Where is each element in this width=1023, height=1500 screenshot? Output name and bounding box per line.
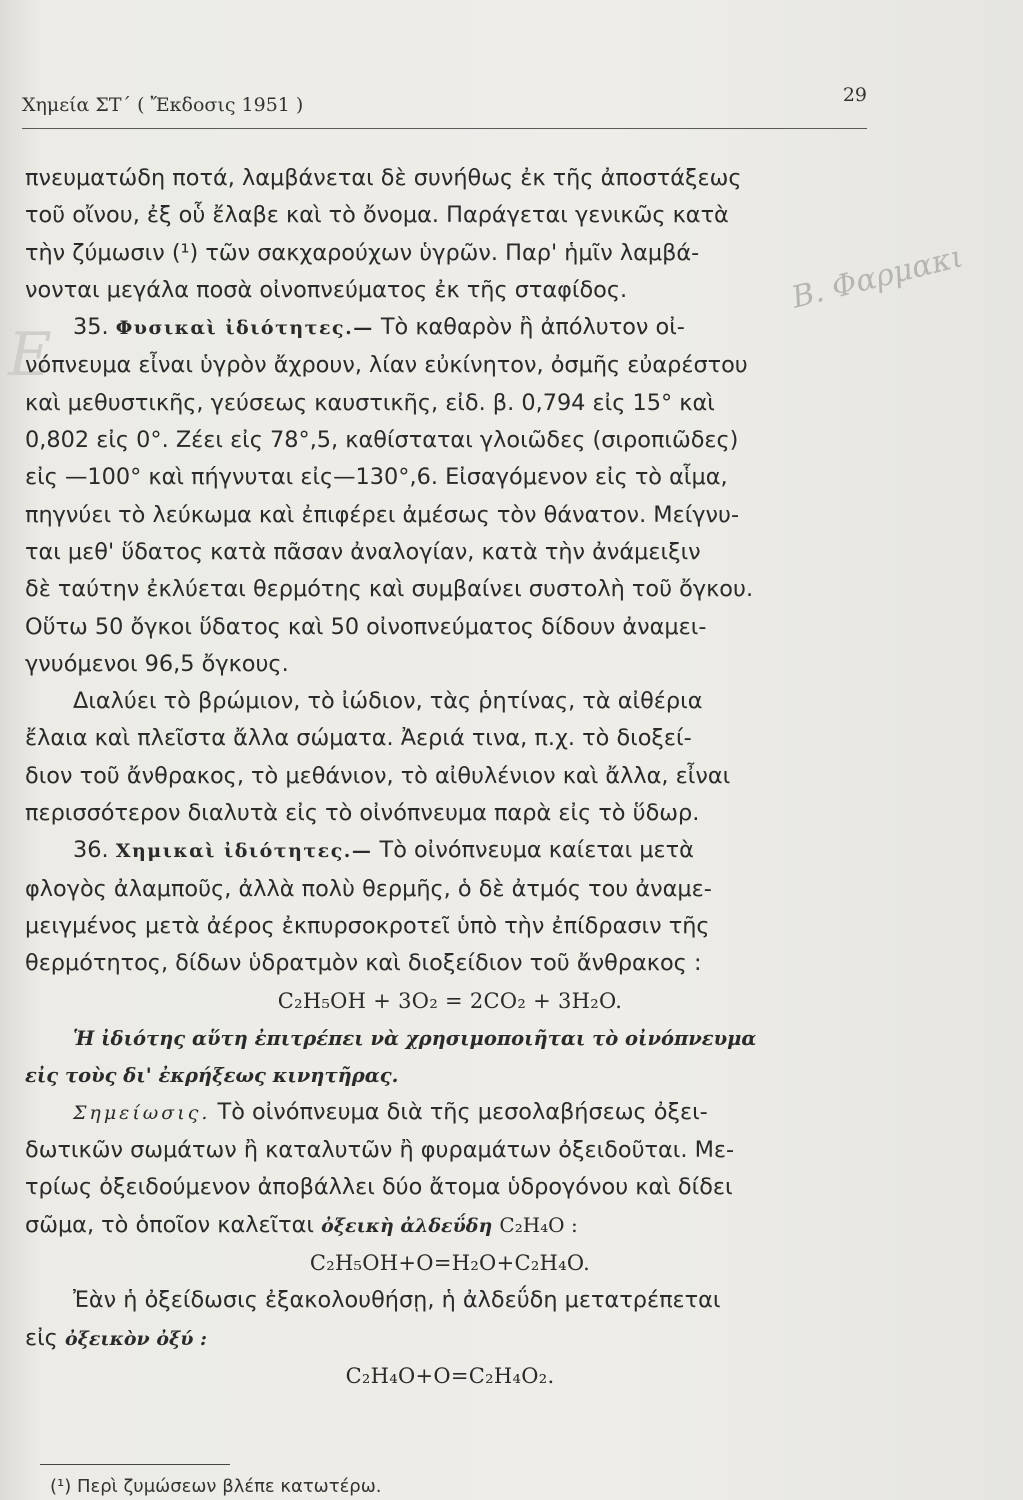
note-paragraph xyxy=(25,1094,875,1245)
running-header xyxy=(22,84,867,129)
text-line: νόπνευμα εἶναι ὑγρὸν ἄχρουν, λίαν εὐκίνητον, ὀσμῆς εὐαρέστου xyxy=(25,352,748,379)
section-35 xyxy=(25,309,875,683)
section-number: 36. xyxy=(73,837,109,864)
footnote: (¹) Περὶ ζυμώσεων βλέπε κατωτέρω. xyxy=(50,1476,382,1497)
text-line: περισσότερον διαλυτὰ εἰς τὸ οἰνόπνευμα παρὰ εἰς τὸ ὕδωρ. xyxy=(25,800,700,827)
text-line: δὲ ταύτην ἐκλύεται θερμότης καὶ συμβαίνει συστολὴ τοῦ ὄγκου. xyxy=(25,576,754,603)
equation-acid: C₂H₄O+O=C₂H₄O₂. xyxy=(345,1363,555,1388)
text-line: εἰς —100° καὶ πήγνυται εἰς—130°,6. Εἰσαγόμενον εἰς τὸ αἷμα, xyxy=(25,464,728,491)
equation-combustion: C₂H₅OH + 3O₂ = 2CO₂ + 3H₂O. xyxy=(277,988,623,1013)
text-line: φλογὸς ἀλαμποῦς, ἀλλὰ πολὺ θερμῆς, ὁ δὲ ἀτμός του ἀναμε- xyxy=(25,875,712,902)
text-line: εἰς xyxy=(25,1324,58,1351)
text-line: καὶ μεθυστικῆς, γεύσεως καυστικῆς, εἰδ. β. 0,794 εἰς 15° καὶ xyxy=(25,389,715,416)
text-line: Ἡ ἰδιότης αὕτη ἐπιτρέπει νὰ χρησιμοποιῆται τὸ οἰνόπνευμα xyxy=(73,1026,757,1050)
text-line: πηγνύει τὸ λεύκωμα καὶ ἐπιφέρει ἀμέσως τὸν θάνατον. Μείγνυ- xyxy=(25,501,740,528)
text-line: 0,802 εἰς 0°. Ζέει εἰς 78°,5, καθίσταται γλοιῶδες (σιροπιῶδες) xyxy=(25,427,739,454)
emphasis-paragraph xyxy=(25,1020,875,1094)
text-line: σῶμα, τὸ ὁποῖον καλεῖται xyxy=(25,1211,314,1238)
acid-term: ὀξεικὸν ὀξύ : xyxy=(64,1327,208,1350)
text-line: Τὸ οἰνόπνευμα διὰ τῆς μεσολαβήσεως ὀξει- xyxy=(217,1098,708,1125)
footnote-divider xyxy=(40,1464,230,1465)
paragraph-acid xyxy=(25,1282,875,1358)
aldehyde-formula: C₂H₄O : xyxy=(499,1212,578,1237)
page-number: 29 xyxy=(842,84,867,106)
paragraph-intro xyxy=(25,160,875,309)
text-line: διον τοῦ ἄνθρακος, τὸ μεθάνιον, τὸ αἰθυλένιον καὶ ἄλλα, εἶναι xyxy=(25,762,731,789)
margin-handwriting: Β. Φαρμακι xyxy=(788,239,967,316)
section-36 xyxy=(25,832,875,982)
text-line: Τὸ καθαρὸν ἢ ἀπόλυτον οἰ- xyxy=(380,314,685,341)
text-line: νονται μεγάλα ποσὰ οἰνοπνεύματος ἐκ τῆς σταφίδος. xyxy=(25,276,628,303)
text-line: ἔλαια καὶ πλεῖστα ἄλλα σώματα. Ἀεριά τινα, π.χ. τὸ διοξεί- xyxy=(25,725,692,752)
aldehyde-term: ὀξεικὴ ἀλδεΰδη xyxy=(321,1214,493,1237)
text-line: Τὸ οἰνόπνευμα καίεται μετὰ xyxy=(379,837,694,864)
text-line: τρίως ὀξειδούμενον ἀποβάλλει δύο ἄτομα ὑδρογόνου καὶ δίδει xyxy=(25,1174,733,1201)
header-title: Χημεία ΣΤ΄ ( Ἔκδοσις 1951 ) xyxy=(22,94,304,116)
text-line: πνευματώδη ποτά, λαμβάνεται δὲ συνήθως ἐκ τῆς ἀποστάξεως xyxy=(25,165,742,191)
text-line: θερμότητος, δίδων ὑδρατμὸν καὶ διοξείδιον τοῦ ἄνθρακος : xyxy=(25,950,702,977)
text-line: Οὕτω 50 ὄγκοι ὕδατος καὶ 50 οἰνοπνεύματος δίδουν ἀναμει- xyxy=(25,613,707,640)
text-line: εἰς τοὺς δι' ἐκρήξεως κινητῆρας. xyxy=(25,1063,399,1087)
section-heading-physical: Φυσικαὶ ἰδιότητες.— xyxy=(115,317,374,340)
section-heading-chemical: Χημικαὶ ἰδιότητες.— xyxy=(115,840,373,863)
text-line: τοῦ οἴνου, ἐξ οὗ ἔλαβε καὶ τὸ ὄνομα. Παράγεται γενικῶς κατὰ xyxy=(25,202,729,229)
text-line: τὴν ζύμωσιν (¹) τῶν σακχαρούχων ὑγρῶν. Παρ' ἡμῖν λαμβά- xyxy=(25,239,700,266)
margin-pencil-mark: Ε xyxy=(8,320,52,390)
text-line: μειγμένος μετὰ ἀέρος ἐκπυρσοκροτεῖ ὑπὸ τὴν ἐπίδρασιν τῆς xyxy=(25,912,710,939)
text-line: Διαλύει τὸ βρώμιον, τὸ ἰώδιον, τὰς ῥητίνας, τὰ αἰθέρια xyxy=(73,688,703,715)
text-line: γνυόμενοι 96,5 ὄγκους. xyxy=(25,650,289,677)
text-line: ται μεθ' ὕδατος κατὰ πᾶσαν ἀναλογίαν, κατὰ τὴν ἀνάμειξιν xyxy=(25,538,701,565)
section-number: 35. xyxy=(73,314,109,341)
note-label: Σημείωσις. xyxy=(73,1101,211,1124)
text-line: δωτικῶν σωμάτων ἢ καταλυτῶν ἢ φυραμάτων ὀξειδοῦται. Με- xyxy=(25,1137,735,1164)
equation-oxidation: C₂H₅OH+O=H₂O+C₂H₄O. xyxy=(309,1251,591,1276)
body-text xyxy=(25,160,875,1395)
text-line: Ἐὰν ἡ ὀξείδωσις ἐξακολουθήσῃ, ἡ ἀλδεΰδη μετατρέπεται xyxy=(73,1287,721,1314)
paragraph-solubility xyxy=(25,683,875,832)
